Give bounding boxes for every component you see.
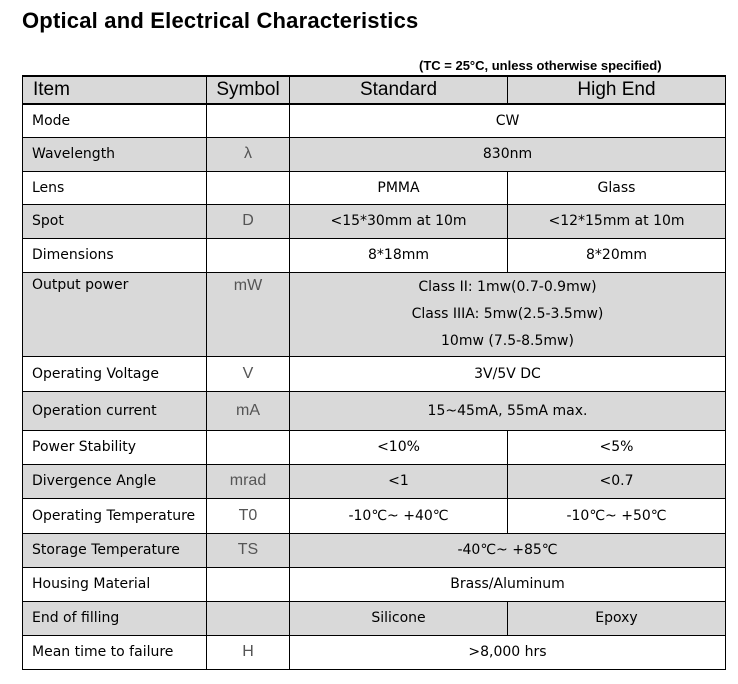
row-standard: <10% <box>290 430 508 464</box>
output-power-line: Class IIIA: 5mw(2.5-3.5mw) <box>411 305 604 322</box>
row-value-multiline <box>290 272 726 356</box>
row-high-end: 8*20mm <box>508 238 726 272</box>
row-standard: Silicone <box>290 601 508 635</box>
row-value: 830nm <box>290 137 726 171</box>
table-row <box>23 391 726 430</box>
row-symbol: H <box>207 635 290 669</box>
row-item: Mode <box>23 104 207 137</box>
row-item: Dimensions <box>23 238 207 272</box>
row-high-end: <0.7 <box>508 464 726 498</box>
row-symbol <box>207 238 290 272</box>
row-symbol: V <box>207 356 290 391</box>
header-high-end: High End <box>508 76 726 104</box>
row-item: Divergence Angle <box>23 464 207 498</box>
table-row <box>23 430 726 464</box>
table-row <box>23 204 726 238</box>
header-symbol: Symbol <box>207 76 290 104</box>
row-item: End of filling <box>23 601 207 635</box>
table-row <box>23 498 726 533</box>
row-item: Storage Temperature <box>23 533 207 567</box>
row-symbol <box>207 430 290 464</box>
table-row <box>23 104 726 137</box>
table-row <box>23 238 726 272</box>
page-title: Optical and Electrical Characteristics <box>22 8 419 33</box>
row-item: Operating Voltage <box>23 356 207 391</box>
table-row <box>23 356 726 391</box>
row-item: Housing Material <box>23 567 207 601</box>
row-symbol: T0 <box>207 498 290 533</box>
output-power-line: Class II: 1mw(0.7-0.9mw) <box>418 278 597 295</box>
row-standard: 8*18mm <box>290 238 508 272</box>
row-item: Spot <box>23 204 207 238</box>
table-header-row <box>23 76 726 104</box>
table-row <box>23 635 726 669</box>
row-standard: PMMA <box>290 171 508 204</box>
row-value: 15~45mA, 55mA max. <box>290 391 726 430</box>
row-symbol <box>207 601 290 635</box>
header-item: Item <box>23 76 207 104</box>
row-symbol: D <box>207 204 290 238</box>
row-symbol <box>207 104 290 137</box>
row-item: Wavelength <box>23 137 207 171</box>
row-high-end: -10℃~ +50℃ <box>508 498 726 533</box>
conditions-note: (TC = 25°C, unless otherwise specified) <box>419 58 662 73</box>
header-standard: Standard <box>290 76 508 104</box>
row-item: Power Stability <box>23 430 207 464</box>
table-row <box>23 464 726 498</box>
row-high-end: Epoxy <box>508 601 726 635</box>
row-symbol <box>207 567 290 601</box>
table-row <box>23 533 726 567</box>
characteristics-table <box>22 75 726 670</box>
row-symbol: mA <box>207 391 290 430</box>
row-symbol: TS <box>207 533 290 567</box>
row-item: Lens <box>23 171 207 204</box>
row-value: Brass/Aluminum <box>290 567 726 601</box>
row-symbol <box>207 171 290 204</box>
row-item: Mean time to failure <box>23 635 207 669</box>
table-row <box>23 272 726 356</box>
output-power-line: 10mw (7.5-8.5mw) <box>441 332 574 349</box>
row-value: >8,000 hrs <box>290 635 726 669</box>
row-value: 3V/5V DC <box>290 356 726 391</box>
row-standard: <1 <box>290 464 508 498</box>
table-row <box>23 137 726 171</box>
row-symbol: λ <box>207 137 290 171</box>
row-value: CW <box>290 104 726 137</box>
row-symbol: mrad <box>207 464 290 498</box>
row-item: Operating Temperature <box>23 498 207 533</box>
table-row <box>23 567 726 601</box>
row-symbol: mW <box>207 272 290 356</box>
row-high-end: <5% <box>508 430 726 464</box>
row-item: Operation current <box>23 391 207 430</box>
row-value: -40℃~ +85℃ <box>290 533 726 567</box>
row-item: Output power <box>23 272 207 356</box>
row-high-end: <12*15mm at 10m <box>508 204 726 238</box>
row-standard: -10℃~ +40℃ <box>290 498 508 533</box>
row-high-end: Glass <box>508 171 726 204</box>
row-standard: <15*30mm at 10m <box>290 204 508 238</box>
table-row <box>23 601 726 635</box>
table-row <box>23 171 726 204</box>
